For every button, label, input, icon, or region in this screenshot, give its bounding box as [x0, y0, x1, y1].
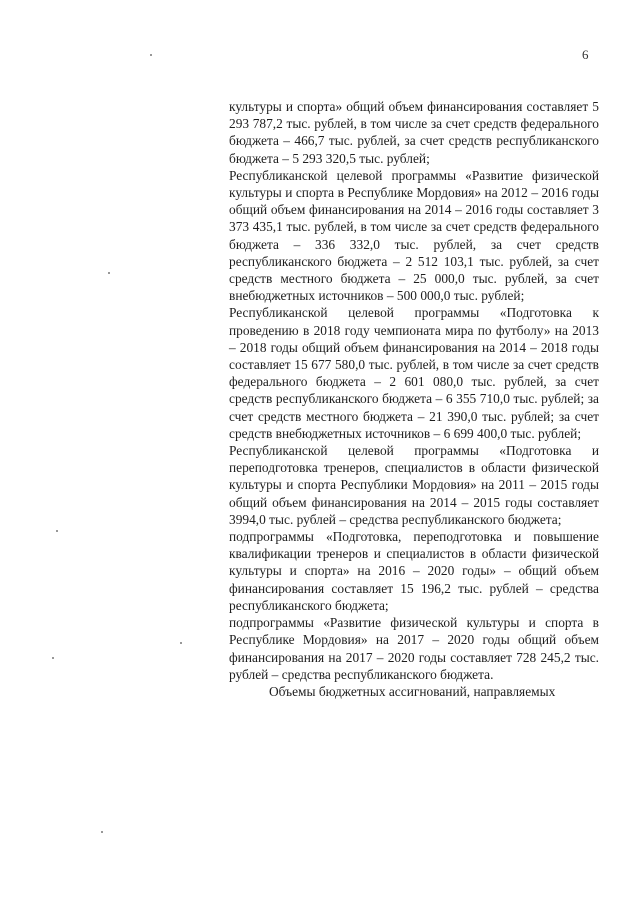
paragraph-sport-development-program: Республиканской целевой программы «Развитие физической культуры и спорта в Республике Мордовия» на 2012 – 2016 годы общий объем финансирования на 2014 – 2016 годы составляет 3 373 435,1 тыс. рублей, в том числе за счет средств федерального бюджета – 336 332,0 тыс. рублей, за счет средств республиканского бюджета – 2 512 103,1 тыс. рублей, за счет средств местного бюджета – 25 000,0 тыс. рублей, за счет внебюджетных источников – 500 000,0 тыс. рублей;: [229, 167, 599, 304]
paragraph-sport-development-subprogram: подпрограммы «Развитие физической культуры и спорта в Республике Мордовия» на 2017 – 2020 годы общий объем финансирования на 2017 – 2020 годы составляет 728 245,2 тыс. рублей – средства республиканского бюджета.: [229, 615, 599, 682]
paragraph-budget-allocations: Объемы бюджетных ассигнований, направляемых: [269, 683, 556, 699]
scan-speck: [108, 272, 110, 274]
paragraph-sport-program-continuation: культуры и спорта» общий объем финансирования составляет 5 293 787,2 тыс. рублей, в том числе за счет средств федерального бюджета – 466,7 тыс. рублей, за счет средств республиканского бюджета – 5 293 320,5 тыс. рублей;: [229, 99, 599, 166]
scan-speck: [150, 54, 152, 56]
page-number: 6: [582, 47, 589, 62]
paragraph-world-cup-program: Республиканской целевой программы «Подготовка к проведению в 2018 году чемпионата мира по футболу» на 2013 – 2018 годы общий объем финансирования на 2014 – 2018 годы составляет 15 677 580,0 тыс. рублей, в том числе за счет средств федерального бюджета – 2 601 080,0 тыс. рублей, за счет средств республиканского бюджета – 6 355 710,0 тыс. рублей; за счет средств местного бюджета – 21 390,0 тыс. рублей; за счет средств внебюджетных источников – 6 699 400,0 тыс. рублей;: [229, 305, 599, 441]
scan-speck: [101, 831, 103, 833]
scan-speck: [180, 642, 182, 644]
paragraph-coach-training-program: Республиканской целевой программы «Подготовка и переподготовка тренеров, специалистов в области физической культуры и спорта Республики Мордовия» на 2011 – 2015 годы общий объем финансирования на 2014 – 2015 годы составляет 3994,0 тыс. рублей – средства республиканского бюджета;: [229, 443, 599, 527]
paragraph-qualification-subprogram: подпрограммы «Подготовка, переподготовка и повышение квалификации тренеров и специалистов в области физической культуры и спорта» на 2016 – 2020 годы» – общий объем финансирования составляет 15 196,2 тыс. рублей – средства республиканского бюджета;: [229, 529, 599, 613]
scan-speck: [52, 657, 54, 659]
scan-speck: [56, 530, 58, 532]
body-text: [229, 98, 599, 700]
